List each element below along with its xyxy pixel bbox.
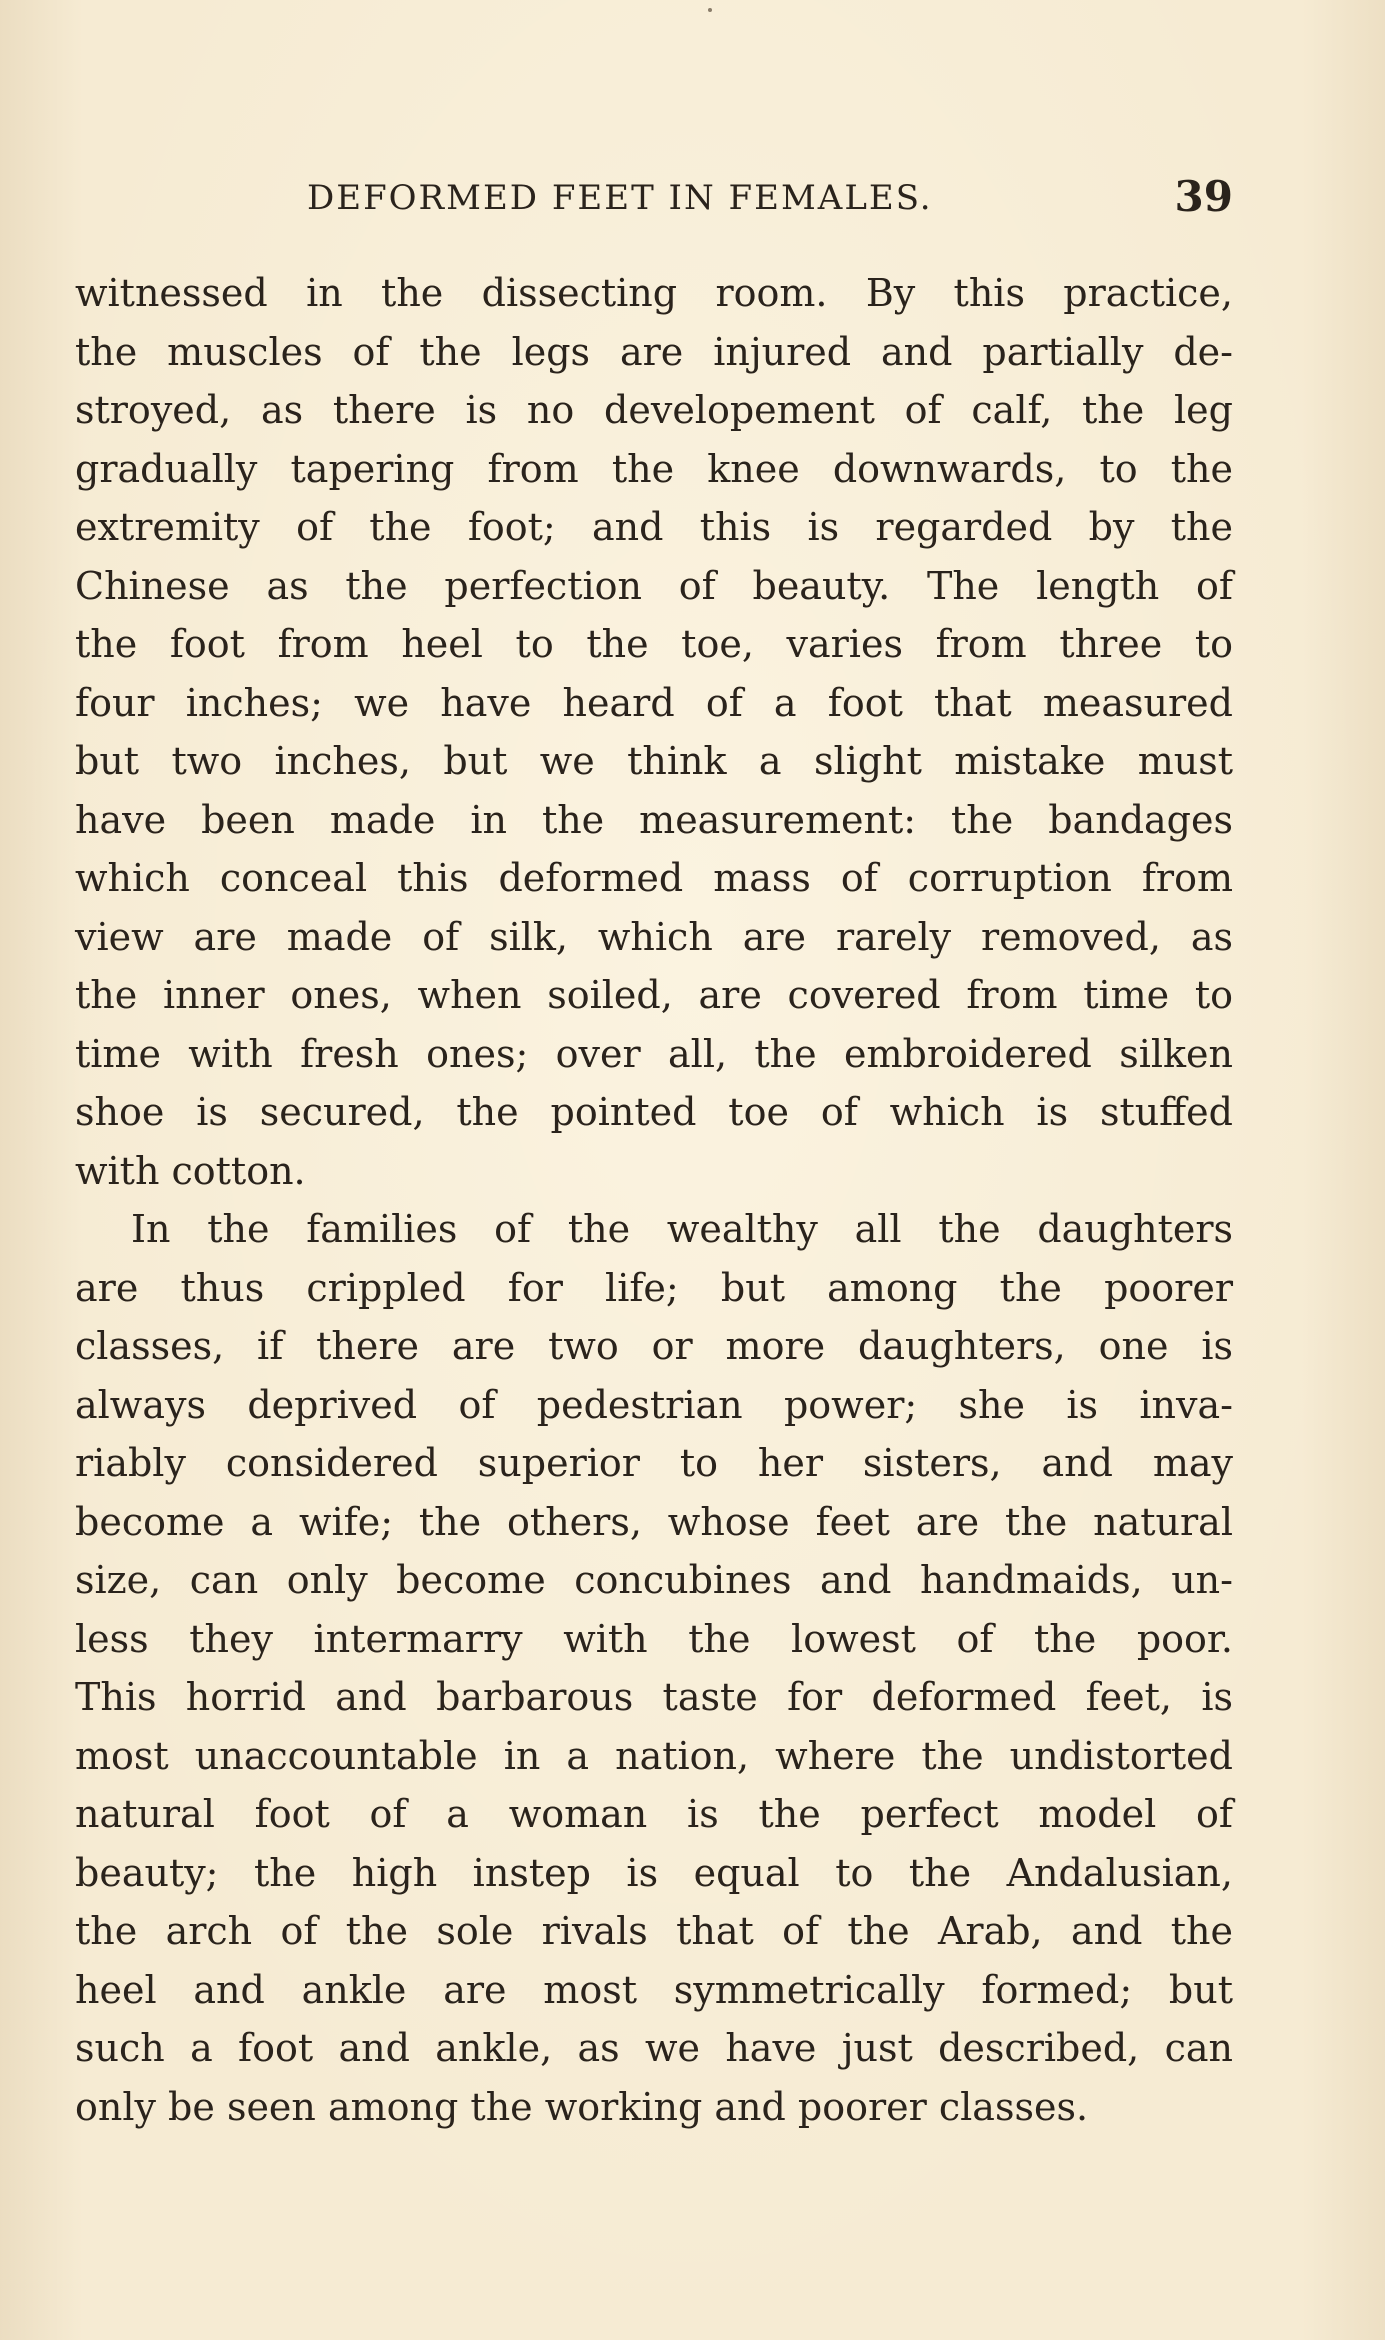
text-line: the muscles of the legs are injured and partially de- [75,329,1233,374]
text-line: extremity of the foot; and this is regarded by the [75,505,1233,549]
text-line: heel and ankle are most symmetrically formed; but [75,1967,1233,2012]
running-title: DEFORMED FEET IN FEMALES. [307,178,933,218]
text-line: shoe is secured, the pointed toe of which is stuffed [75,1090,1233,1134]
text-line: such a foot and ankle, as we have just described, can [75,2026,1233,2070]
text-line: classes, if there are two or more daughters, one is [75,1324,1233,1368]
text-line: are thus crippled for life; but among the poorer [75,1265,1233,1310]
text-line: size, can only become concubines and handmaids, un- [75,1558,1233,1602]
text-line: four inches; we have heard of a foot that measured [75,680,1233,725]
text-line: natural foot of a woman is the perfect model of [75,1792,1233,1836]
text-line: Chinese as the perfection of beauty. The length of [75,563,1233,608]
text-line: the foot from heel to the toe, varies from three to [75,622,1233,666]
text-line: time with fresh ones; over all, the embroidered silken [75,1031,1233,1076]
running-head [75,172,1233,228]
page-number: 39 [1174,172,1233,221]
text-line: but two inches, but we think a slight mistake must [75,739,1233,783]
text-line: always deprived of pedestrian power; she is inva- [75,1382,1233,1427]
text-line: with cotton. [75,1148,306,1193]
text-line: which conceal this deformed mass of corruption from [75,856,1233,900]
paragraph-1 [75,264,1233,1200]
text-line: the inner ones, when soiled, are covered from time to [75,973,1233,1017]
body-text [75,264,1233,2136]
text-line: most unaccountable in a nation, where the undistorted [75,1733,1233,1778]
text-line: witnessed in the dissecting room. By this practice, [75,271,1233,315]
text-line: beauty; the high instep is equal to the Andalusian, [75,1850,1233,1895]
text-line: become a wife; the others, whose feet are the natural [75,1499,1233,1544]
text-line: gradually tapering from the knee downwards, to the [75,446,1233,491]
text-line: This horrid and barbarous taste for deformed feet, is [75,1675,1233,1719]
text-line: stroyed, as there is no developement of calf, the leg [75,388,1233,432]
text-line: riably considered superior to her sisters, and may [75,1441,1233,1485]
text-line: have been made in the measurement: the bandages [75,797,1233,842]
paragraph-2 [75,1200,1233,2136]
text-line: only be seen among the working and poorer classes. [75,2084,1089,2129]
text-line: the arch of the sole rivals that of the Arab, and the [75,1909,1233,1953]
paper-speck [708,8,712,12]
text-line: In the families of the wealthy all the daughters [131,1207,1233,1251]
text-line: view are made of silk, which are rarely removed, as [75,914,1233,959]
text-line: less they intermarry with the lowest of the poor. [75,1616,1233,1661]
